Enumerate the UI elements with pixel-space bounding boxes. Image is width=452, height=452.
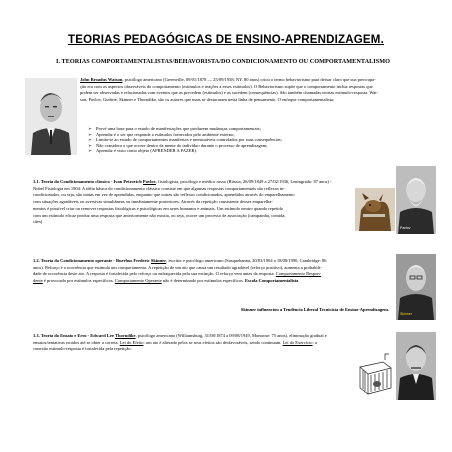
respondent-behavior-term: Comportamento Respon-: [275, 271, 322, 277]
watson-portrait-image: [25, 78, 77, 155]
behaviorism-bullet-list: [88, 126, 418, 154]
pavlov-portrait-image: [396, 166, 436, 234]
bullet-item: ➢ Não considera o que ocorre dentro da mente do indivíduo durante o processo de aprendizagem;: [88, 143, 418, 149]
skinner-influence-note: [33, 307, 389, 314]
watson-name: John Broadus Watson: [80, 77, 123, 82]
pavlov-line: Nobel Fisiologia em 1904. A idéia básica do condicionamento clássico consiste em que algumas respostas comportamentais são reflexos in-: [33, 185, 285, 191]
dog-image: [355, 188, 395, 231]
skinner-line: anos). Reforço é a ocorrência que estimula um comportamento. A repetição de um ato que causa um resultado agradável (reforço positivo), aumenta a probabili-: [33, 264, 322, 270]
pavlov-line: com situações agradáveis ou aversivas simultâneas ou imediatamente posteriores. Através da repetição consistente desses emparelha-: [33, 199, 273, 205]
behaviorist-school-term: Escola Comportamentalista: [244, 278, 299, 284]
thorndike-label: 1.3. Teoria do Ensaio e Erro - Edward Lee: [33, 333, 114, 338]
section-heading-behaviorism: I. TEORIAS COMPORTAMENTALISTAS/BEHAVORISTA/DO CONDICIONAMENTO OU COMPORTAMENTALISMO: [56, 58, 390, 65]
pavlov-line: com um estímulo eficaz produz uma resposta que anteriormente não existia, ou seja, ocorre um processo de associação (campainha, comida,: [33, 212, 286, 218]
pavlov-photo-caption: Pavlov: [400, 226, 411, 230]
skinner-line: é provocado por estímulos específicos.: [42, 278, 114, 284]
watson-line: , psicólogo americano (Greenville, 09/01/1878 — 25/09/1958, NY. 80 anos) criou o termo behaviorismo para deixar claro que sua preocupa-: [122, 77, 376, 82]
skinner-name: Skinner: [150, 258, 167, 263]
page-title: TEORIAS PEDAGÓGICAS DE ENSINO-APRENDIZAGEM.: [68, 34, 384, 46]
pavlov-line: , fisiologista, psicólogo e médico russo (Rússia, 26/09/1849 a 27/02/1936, Leningrado: 87 anos) -: [155, 179, 332, 184]
skinner-photo: [396, 254, 436, 320]
operant-behavior-term: Comportamento Operante: [114, 278, 162, 284]
law-of-exercise-term: Lei do Exercício: [282, 339, 313, 345]
skinner-line: , escritor e psicólogo americano (Susquehanna, 20/03/1904 a 18/08/1990, Cambridge: 86: [166, 258, 327, 263]
pavlov-line: cães): [33, 219, 43, 225]
law-of-effect-term: Lei do Efeito: [119, 339, 144, 345]
bullet-item: ➢ Limita-se ao estudo de comportamentos manifestos e mensuráveis controlados por suas consequências;: [88, 137, 418, 143]
skinner-portrait-image: [396, 254, 436, 320]
cat-puzzle-box-image: [355, 352, 395, 397]
thorndike-line: , psicólogo americano (Williamsburg, 31/08/1874 a 09/08/1949, Montrose: 75 anos). eliminação gradual e: [135, 333, 327, 338]
thorndike-line: : um ato é alterado pelos se seus efeitos são desfavoráveis, sendo continuam.: [143, 339, 282, 345]
watson-line: son, Pavlov, Guthrie, Skinner e Thorndike, são os autores que mais se destacaram nesta linha de pensamento. O enfoque comportamentalista:: [80, 97, 335, 103]
watson-line: podem ser observadas e relacionadas com eventos que as precedem (estímulos) e as sucedem (consequências). São também chamadas teorias estímulo-resposta. Wat-: [80, 90, 378, 96]
skinner-paragraph: [33, 258, 391, 285]
pavlov-paragraph: [33, 179, 391, 226]
skinner-label: 1.2. Teoria do Condicionamento operante - Burrhus Frederic: [33, 258, 150, 263]
thorndike-portrait-image: [396, 332, 436, 400]
pavlov-name: Pavlov: [142, 179, 156, 184]
pavlov-label: 1.1. Teoria do Condicionamento clássico - Ivan Petrovich: [33, 179, 142, 184]
bullet-item: ➢ Aprendiz é visto como objeto (APRENDER A FAZER).: [88, 148, 418, 154]
pavlov-line: mentos é possível criar ou remover respostas fisiológicas e psicológicas em seres humanos e animais. Um estímulo neutro quando repetido: [33, 205, 283, 211]
bullet-item: ➢ Prové uma base para o estudo de manifestações que produzem mudanças comportamentais;: [88, 126, 418, 132]
skinner-line: dade de ocorrência deste ato. A resposta é fortalecida pelo reforço ou enfraquecida pela sua extinção. O reforço vem antes da resposta.: [33, 271, 275, 277]
skinner-photo-caption: Skinner: [400, 312, 412, 316]
thorndike-name: Thorndike: [115, 333, 136, 338]
thorndike-line: conexão estímulo-resposta é fortalecida pela repetição.: [33, 346, 132, 352]
pavlov-line: condicionados, ou seja, são inatas em vez de aprendidas, enquanto que outras são reflexos condicionados, aprendidos através do emparelhamento: [33, 192, 295, 198]
thorndike-photo: [396, 332, 436, 400]
pavlov-photo: [396, 166, 436, 234]
pavlov-dog-photo: [355, 188, 395, 231]
thorndike-line: : a: [312, 339, 317, 345]
watson-line: ção era com os aspectos observáveis do comportamento (estímulos e reações a esses estímulos). O Behaviorismo supõe que o comportamento inclua respostas que: [80, 83, 373, 89]
puzzle-box-drawing: [355, 352, 395, 397]
thorndike-line: ensaios/tentativas errados até se obter a correta.: [33, 339, 119, 345]
watson-paragraph: [80, 77, 440, 104]
respondent-behavior-term-end: dente: [33, 278, 43, 284]
skinner-line: não é determinado por estímulos específicos.: [161, 278, 244, 284]
watson-photo: [25, 78, 77, 155]
skinner-influence-text: Skinner influenciou a Tendência Liberal Tecnicista de Ensino-Aprendizagem.: [240, 307, 389, 312]
bullet-item: ➢ Aprendiz é o ser que responde a estímulos fornecidos pelo ambiente externo;: [88, 132, 418, 138]
thorndike-paragraph: [33, 333, 391, 353]
